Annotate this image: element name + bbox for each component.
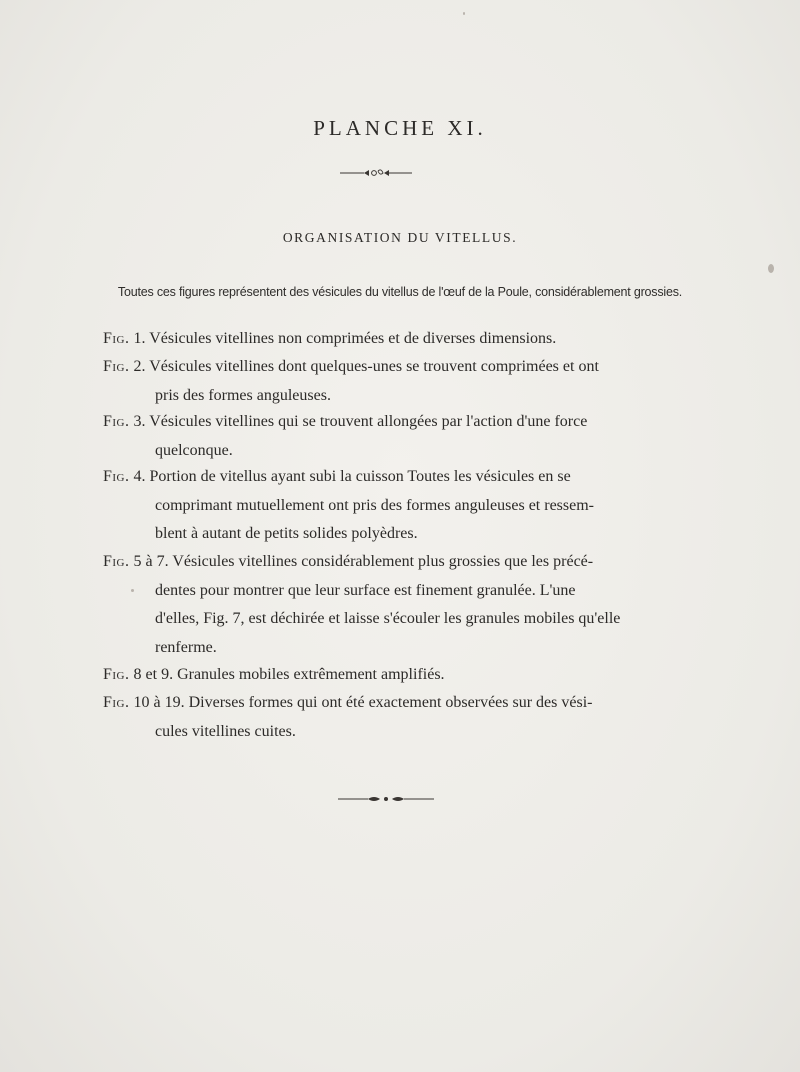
figure-line (155, 723, 296, 741)
figure-line (155, 610, 620, 628)
figure-line (103, 694, 592, 712)
figure-line (155, 497, 594, 515)
figure-text: quelconque. (155, 441, 233, 459)
figure-line (103, 553, 593, 571)
figure-text: 2. Vésicules vitellines dont quelques-unes se trouvent comprimées et ont (133, 358, 599, 375)
figure-text: 1. Vésicules vitellines non comprimées et de diverses dimensions. (133, 330, 557, 347)
figure-label: Fig. (103, 468, 130, 485)
figure-label: Fig. (103, 358, 130, 375)
section-title: ORGANISATION DU VITELLUS. (282, 230, 518, 245)
paper-spot (131, 589, 134, 592)
figure-text: 4. Portion de vitellus ayant subi la cuisson Toutes les vésicules en se (133, 468, 571, 485)
figure-line (103, 330, 556, 348)
top-ornament (340, 166, 412, 180)
figure-text: blent à autant de petits solides polyèdres. (155, 525, 418, 542)
figure-text: 5 à 7. Vésicules vitellines considérablement plus grossies que les précé- (133, 553, 594, 570)
figure-line (103, 358, 599, 376)
figure-line (103, 413, 587, 431)
figure-text: dentes pour montrer que leur surface est finement granulée. L'une (155, 581, 576, 599)
figure-line (155, 582, 576, 600)
figure-text: renferme. (155, 638, 217, 656)
figure-label: Fig. (103, 553, 130, 570)
figure-line (155, 387, 331, 405)
paper-spot (768, 264, 774, 273)
figure-line (103, 468, 571, 486)
figure-text: 8 et 9. Granules mobiles extrêmement amplifiés. (133, 666, 445, 683)
figure-label: Fig. (103, 413, 130, 430)
figure-text: pris des formes anguleuses. (155, 386, 331, 404)
figure-line (155, 639, 217, 657)
paper-spot (463, 12, 465, 15)
figure-line (155, 525, 418, 543)
figure-label: Fig. (103, 694, 130, 711)
figure-text: d'elles, Fig. 7, est déchirée et laisse s'écouler les granules mobiles qu'elle (155, 610, 621, 627)
figure-text: 3. Vésicules vitellines qui se trouvent allongées par l'action d'une force (133, 413, 588, 430)
figure-label: Fig. (103, 330, 130, 347)
figure-text: comprimant mutuellement ont pris des formes anguleuses et ressem- (155, 496, 594, 514)
figure-line (103, 666, 445, 684)
intro-caption: Toutes ces figures représentent des vésicules du vitellus de l'œuf de la Poule, considérablement grossies. (117, 285, 683, 299)
plate-title: PLANCHE XI. (313, 116, 487, 140)
figure-line (155, 442, 233, 460)
bottom-ornament (338, 793, 434, 805)
figure-text: cules vitellines cuites. (155, 722, 296, 740)
figure-text: 10 à 19. Diverses formes qui ont été exactement observées sur des vési- (133, 694, 593, 711)
figure-label: Fig. (103, 666, 130, 683)
